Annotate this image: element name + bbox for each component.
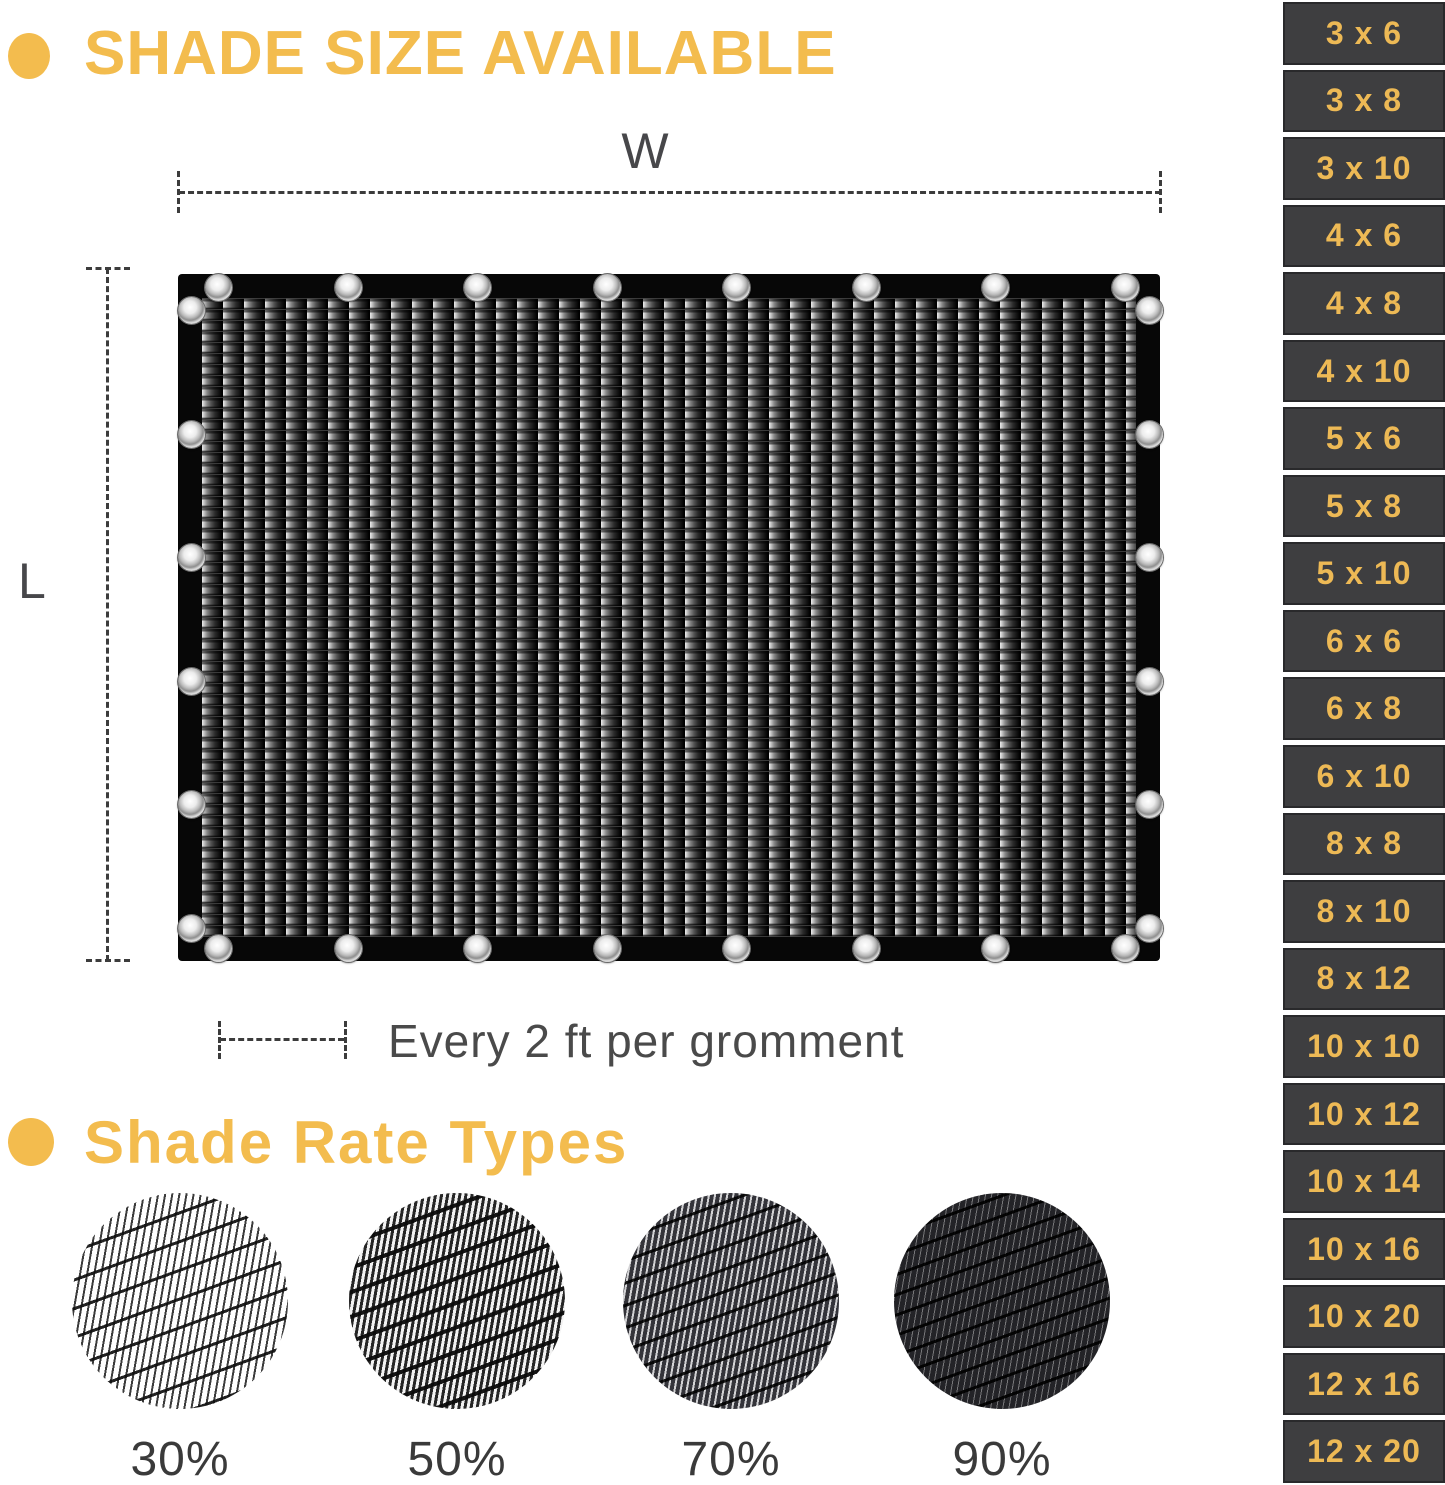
length-dimension-line	[106, 268, 109, 961]
length-dimension-label: L	[18, 553, 46, 609]
size-option: 12 x 20	[1283, 1420, 1445, 1483]
size-option: 8 x 12	[1283, 948, 1445, 1011]
grommet-icon	[853, 274, 880, 301]
grommet-icon	[1136, 544, 1163, 571]
grommet-icon	[464, 935, 491, 962]
width-dimension-tick	[177, 171, 180, 213]
grommet-icon	[723, 274, 750, 301]
size-option: 8 x 10	[1283, 880, 1445, 943]
grommet-icon	[205, 935, 232, 962]
size-option: 4 x 6	[1283, 205, 1445, 268]
grommet-icon	[982, 274, 1009, 301]
shade-rate-swatch-70	[623, 1193, 839, 1409]
size-option: 5 x 6	[1283, 407, 1445, 470]
length-dimension-tick	[86, 959, 130, 962]
size-option: 10 x 20	[1283, 1285, 1445, 1348]
grommet-icon	[178, 297, 205, 324]
shade-rate-swatch-90	[894, 1193, 1110, 1409]
grommet-icon	[982, 935, 1009, 962]
grommet-icon	[178, 791, 205, 818]
grommet-spacing-note: Every 2 ft per gromment	[388, 1015, 905, 1067]
shade-rate-label: 50%	[407, 1433, 507, 1485]
grommet-icon	[464, 274, 491, 301]
grommet-icon	[594, 935, 621, 962]
size-option: 6 x 8	[1283, 677, 1445, 740]
rate-section-title: Shade Rate Types	[84, 1109, 629, 1176]
grommet-icon	[1112, 274, 1139, 301]
size-section-title: SHADE SIZE AVAILABLE	[84, 19, 837, 88]
grommet-icon	[205, 274, 232, 301]
shade-rate-label: 30%	[130, 1433, 230, 1485]
mesh-texture	[202, 298, 1136, 937]
grommet-icon	[1136, 791, 1163, 818]
bullet-icon	[8, 33, 50, 79]
shade-rate-swatch-50	[349, 1193, 565, 1409]
size-option: 6 x 6	[1283, 610, 1445, 673]
shade-rate-label: 90%	[952, 1433, 1052, 1485]
grommet-icon	[723, 935, 750, 962]
grommet-icon	[1136, 297, 1163, 324]
size-list	[1283, 0, 1445, 1485]
width-dimension-line	[179, 191, 1161, 194]
size-option: 5 x 8	[1283, 475, 1445, 538]
grommet-icon	[1112, 935, 1139, 962]
grommet-icon	[1136, 915, 1163, 942]
size-option: 3 x 6	[1283, 2, 1445, 65]
grommet-icon	[335, 935, 362, 962]
size-option: 5 x 10	[1283, 542, 1445, 605]
size-option: 8 x 8	[1283, 813, 1445, 876]
size-option: 4 x 10	[1283, 340, 1445, 403]
size-option: 10 x 16	[1283, 1218, 1445, 1281]
size-option: 10 x 12	[1283, 1083, 1445, 1146]
width-dimension-label: W	[621, 123, 669, 179]
size-option: 10 x 14	[1283, 1150, 1445, 1213]
grommet-icon	[178, 668, 205, 695]
grommet-icon	[594, 274, 621, 301]
spacing-bracket-line	[220, 1038, 344, 1041]
grommet-icon	[335, 274, 362, 301]
size-option: 6 x 10	[1283, 745, 1445, 808]
size-option: 3 x 10	[1283, 137, 1445, 200]
spacing-bracket-tick	[344, 1021, 347, 1059]
size-option: 10 x 10	[1283, 1015, 1445, 1078]
grommet-icon	[1136, 668, 1163, 695]
grommet-icon	[178, 544, 205, 571]
bullet-icon	[8, 1118, 54, 1166]
size-option: 4 x 8	[1283, 272, 1445, 335]
grommet-icon	[1136, 421, 1163, 448]
size-option: 3 x 8	[1283, 70, 1445, 133]
size-option: 12 x 16	[1283, 1353, 1445, 1416]
grommet-icon	[853, 935, 880, 962]
shade-rate-swatch-30	[72, 1193, 288, 1409]
shade-net-diagram	[178, 274, 1160, 961]
shade-rate-label: 70%	[681, 1433, 781, 1485]
grommet-icon	[178, 915, 205, 942]
length-dimension-tick	[86, 267, 130, 270]
grommet-icon	[178, 421, 205, 448]
width-dimension-tick	[1159, 171, 1162, 213]
